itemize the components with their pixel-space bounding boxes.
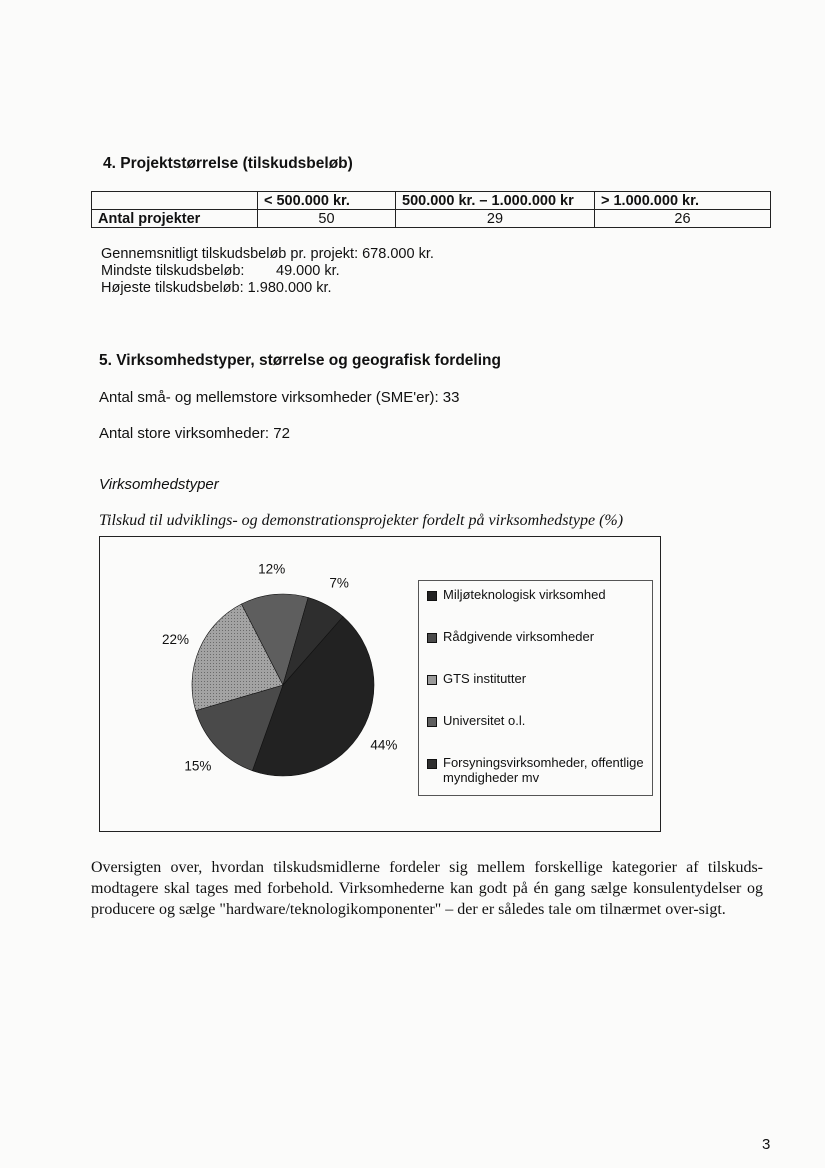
pie-slice-label: 12% [258,561,286,577]
legend-item [427,755,649,785]
legend-item [427,629,594,644]
pie-slice-label: 7% [329,575,349,591]
table-header-cell: 500.000 kr. – 1.000.000 kr [396,192,595,210]
pie-slice-label: 15% [184,758,212,774]
body-paragraph: Oversigten over, hvordan tilskudsmidlerne fordeler sig mellem forskellige kategorier af tilskuds-modtagere skal tages med forbehold. Virksomhederne kan godt på én gang sælge konsulentydelser og producere og sælge "hardware/teknologikomponenter" – der er således tale om tilnærmet over-sigt. [91,859,763,918]
table-header-cell: < 500.000 kr. [258,192,396,210]
sme-count: Antal små- og mellemstore virksomheder (SME'er): 33 [99,389,460,406]
table-cell: 26 [595,210,771,228]
legend-label: Universitet o.l. [443,713,526,728]
legend-swatch [427,591,437,601]
stat-max: Højeste tilskudsbeløb: 1.980.000 kr. [101,280,332,296]
legend-item [427,713,525,728]
legend-item [427,587,606,602]
table-cell: 50 [258,210,396,228]
chart-legend [418,580,653,796]
legend-label: GTS institutter [443,671,527,686]
table-row-label: Antal projekter [92,210,258,228]
stat-min-value: 49.000 kr. [276,263,340,279]
legend-label: Miljøteknologisk virksomhed [443,587,606,602]
section-5-heading: 5. Virksomhedstyper, størrelse og geografisk fordeling [99,352,501,369]
pie-slice-label: 44% [370,737,398,753]
legend-swatch [427,633,437,643]
legend-label: Rådgivende virksomheder [443,629,595,644]
legend-item [427,671,526,686]
stat-average: Gennemsnitligt tilskudsbeløb pr. projekt: 678.000 kr. [101,246,434,262]
section-4-heading: 4. Projektstørrelse (tilskudsbeløb) [103,155,353,172]
table-header-cell: > 1.000.000 kr. [595,192,771,210]
stat-min-label: Mindste tilskudsbeløb: [101,263,245,279]
page-number: 3 [762,1136,771,1153]
legend-swatch [427,759,437,769]
subheading-company-types: Virksomhedstyper [99,476,219,493]
pie-slice-label: 22% [161,631,190,647]
chart-caption: Tilskud til udviklings- og demonstrationsprojekter fordelt på virksomhedstype (%) [99,512,624,529]
legend-label: Forsyningsvirksomheder, offentlige myndigheder mv [443,755,644,785]
table-cell: 29 [396,210,595,228]
legend-swatch [427,675,437,685]
legend-swatch [427,717,437,727]
large-count: Antal store virksomheder: 72 [99,425,290,442]
